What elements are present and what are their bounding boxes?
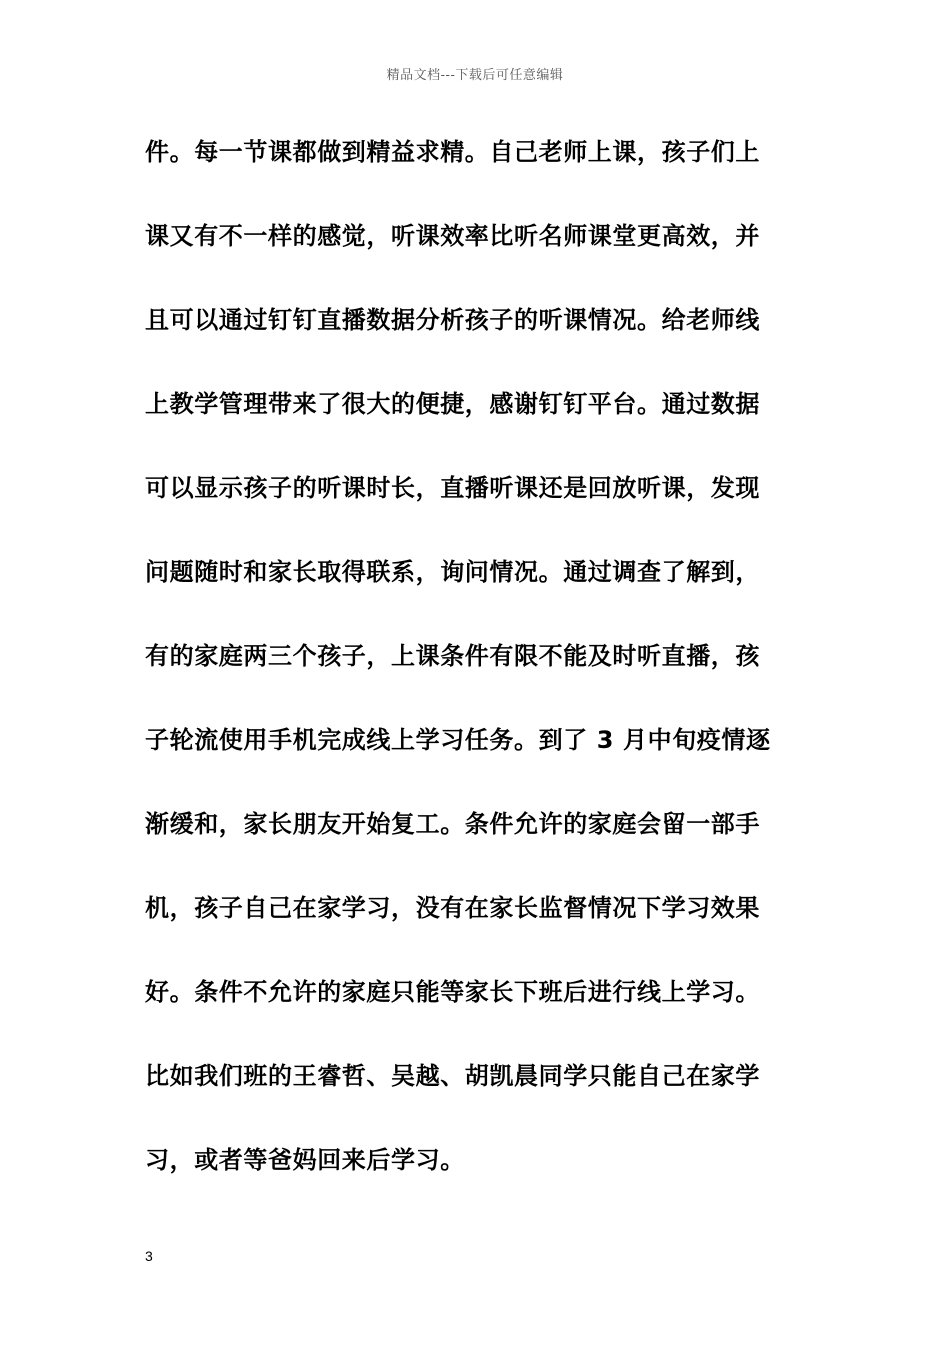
body-line: 可以显示孩子的听课时长，直播听课还是回放听课，发现 — [145, 474, 760, 502]
page-header: 精品文档---下载后可任意编辑 — [386, 68, 564, 83]
document-body — [145, 110, 810, 1202]
body-line: 习，或者等爸妈回来后学习。 — [145, 1146, 465, 1174]
body-line: 问题随时和家长取得联系，询问情况。通过调查了解到， — [145, 558, 760, 586]
page-number: 3 — [145, 1248, 153, 1264]
body-line: 机，孩子自己在家学习，没有在家长监督情况下学习效果 — [145, 894, 760, 922]
body-line: 子轮流使用手机完成线上学习任务。到了 3 月中旬疫情逐 — [145, 726, 771, 754]
body-line: 件。每一节课都做到精益求精。自己老师上课，孩子们上 — [145, 138, 760, 166]
body-line: 上教学管理带来了很大的便捷，感谢钉钉平台。通过数据 — [145, 390, 760, 418]
body-line: 有的家庭两三个孩子，上课条件有限不能及时听直播，孩 — [145, 642, 760, 670]
body-line: 渐缓和，家长朋友开始复工。条件允许的家庭会留一部手 — [145, 810, 760, 838]
body-line: 且可以通过钉钉直播数据分析孩子的听课情况。给老师线 — [145, 306, 760, 334]
body-line: 好。条件不允许的家庭只能等家长下班后进行线上学习。 — [145, 978, 760, 1006]
body-line: 比如我们班的王睿哲、吴越、胡凯晨同学只能自己在家学 — [145, 1062, 760, 1090]
body-line: 课又有不一样的感觉，听课效率比听名师课堂更高效，并 — [145, 222, 760, 250]
